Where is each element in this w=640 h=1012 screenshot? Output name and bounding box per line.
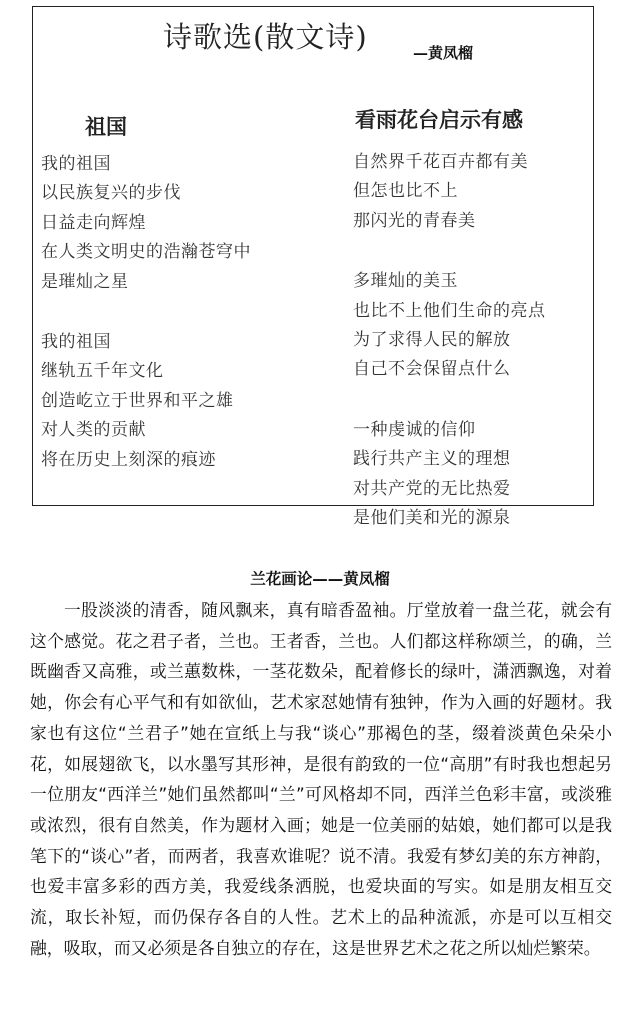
essay-body: 一股淡淡的清香，随风飘来，真有暗香盈袖。厅堂放着一盘兰花，就会有这个感觉。花之君子者，兰也。王者香，兰也。人们都这样称颂兰，的确，兰既幽香又高雅，或兰蕙数株，一茎花数朵，配着修长的绿叶，潇洒飘逸，对着她，你会有心平气和有如欲仙，艺术家怼她情有独钟，作为入画的好题材。我家也有这位“兰君子”她在宣纸上与我“谈心”那褐色的茎，缀着淡黄色朵朵小花，如展翅欲飞，以水墨写其形神，是很有韵致的一位“高朋”有时我也想起另一位朋友“西洋兰”她们虽然都叫“兰”可风格却不同，西洋兰色彩丰富，或淡雅或浓烈，很有自然美，作为题材入画；她是一位美丽的姑娘，她们都可以是我笔下的“谈心”者，而两者，我喜欢谁呢？说不清。我爱有梦幻美的东方神韵，也爱丰富多彩的西方美，我爱线条洒脱，也爱块面的写实。如是朋友相互交流，取长补短，而仍保存各自的人性。艺术上的品种流派，亦是可以互相交融，吸取，而又必须是各自独立的存在，这是世界艺术之花之所以灿烂繁荣。 (30, 600, 612, 958)
poem-panel (32, 6, 594, 528)
poem-line: 以民族复兴的步伐 (41, 183, 181, 204)
poem-line: 对人类的贡献 (41, 420, 146, 441)
poem-title-right: 看雨花台启示有感 (355, 107, 523, 132)
poem-line: 践行共产主义的理想 (353, 449, 511, 470)
poem-line: 自然界千花百卉都有美 (353, 152, 528, 172)
poem-line: 自己不会保留点什么 (353, 359, 511, 380)
poem-line: 是他们美和光的源泉 (353, 507, 511, 528)
poem-lines-right (353, 148, 546, 533)
poem-line: 是璀灿之星 (41, 271, 129, 292)
poem-line: 将在历史上刻深的痕迹 (41, 449, 216, 470)
poem-line: 在人类文明史的浩瀚苍穹中 (41, 242, 251, 263)
poem-line: 为了求得人民的解放 (353, 329, 511, 350)
poem-line: 那闪光的青春美 (353, 210, 476, 231)
page-title: 诗歌选(散文诗) (163, 20, 368, 54)
poem-line: 也比不上他们生命的亮点 (353, 300, 546, 321)
stanza-break (353, 236, 546, 267)
poem-line: 对共产党的无比热爱 (353, 478, 511, 499)
poem-line: 我的祖国 (41, 154, 111, 174)
poem-line: 多璀灿的美玉 (353, 271, 458, 292)
stanza-break (353, 385, 546, 416)
poem-line: 但怎也比不上 (353, 181, 458, 202)
stanza-break (41, 297, 251, 328)
poem-lines-left (41, 150, 251, 475)
essay-title: 兰花画论——黄凤榴 (250, 570, 390, 588)
poem-line: 日益走向辉煌 (41, 212, 146, 233)
poem-title-left: 祖国 (85, 114, 127, 139)
poem-line: 一种虔诚的信仰 (353, 419, 476, 440)
poem-line: 我的祖国 (41, 331, 111, 352)
author-name: —黄凤榴 (413, 44, 474, 62)
poem-line: 继轨五千年文化 (41, 361, 164, 382)
poem-line: 创造屹立于世界和平之雄 (41, 390, 234, 411)
